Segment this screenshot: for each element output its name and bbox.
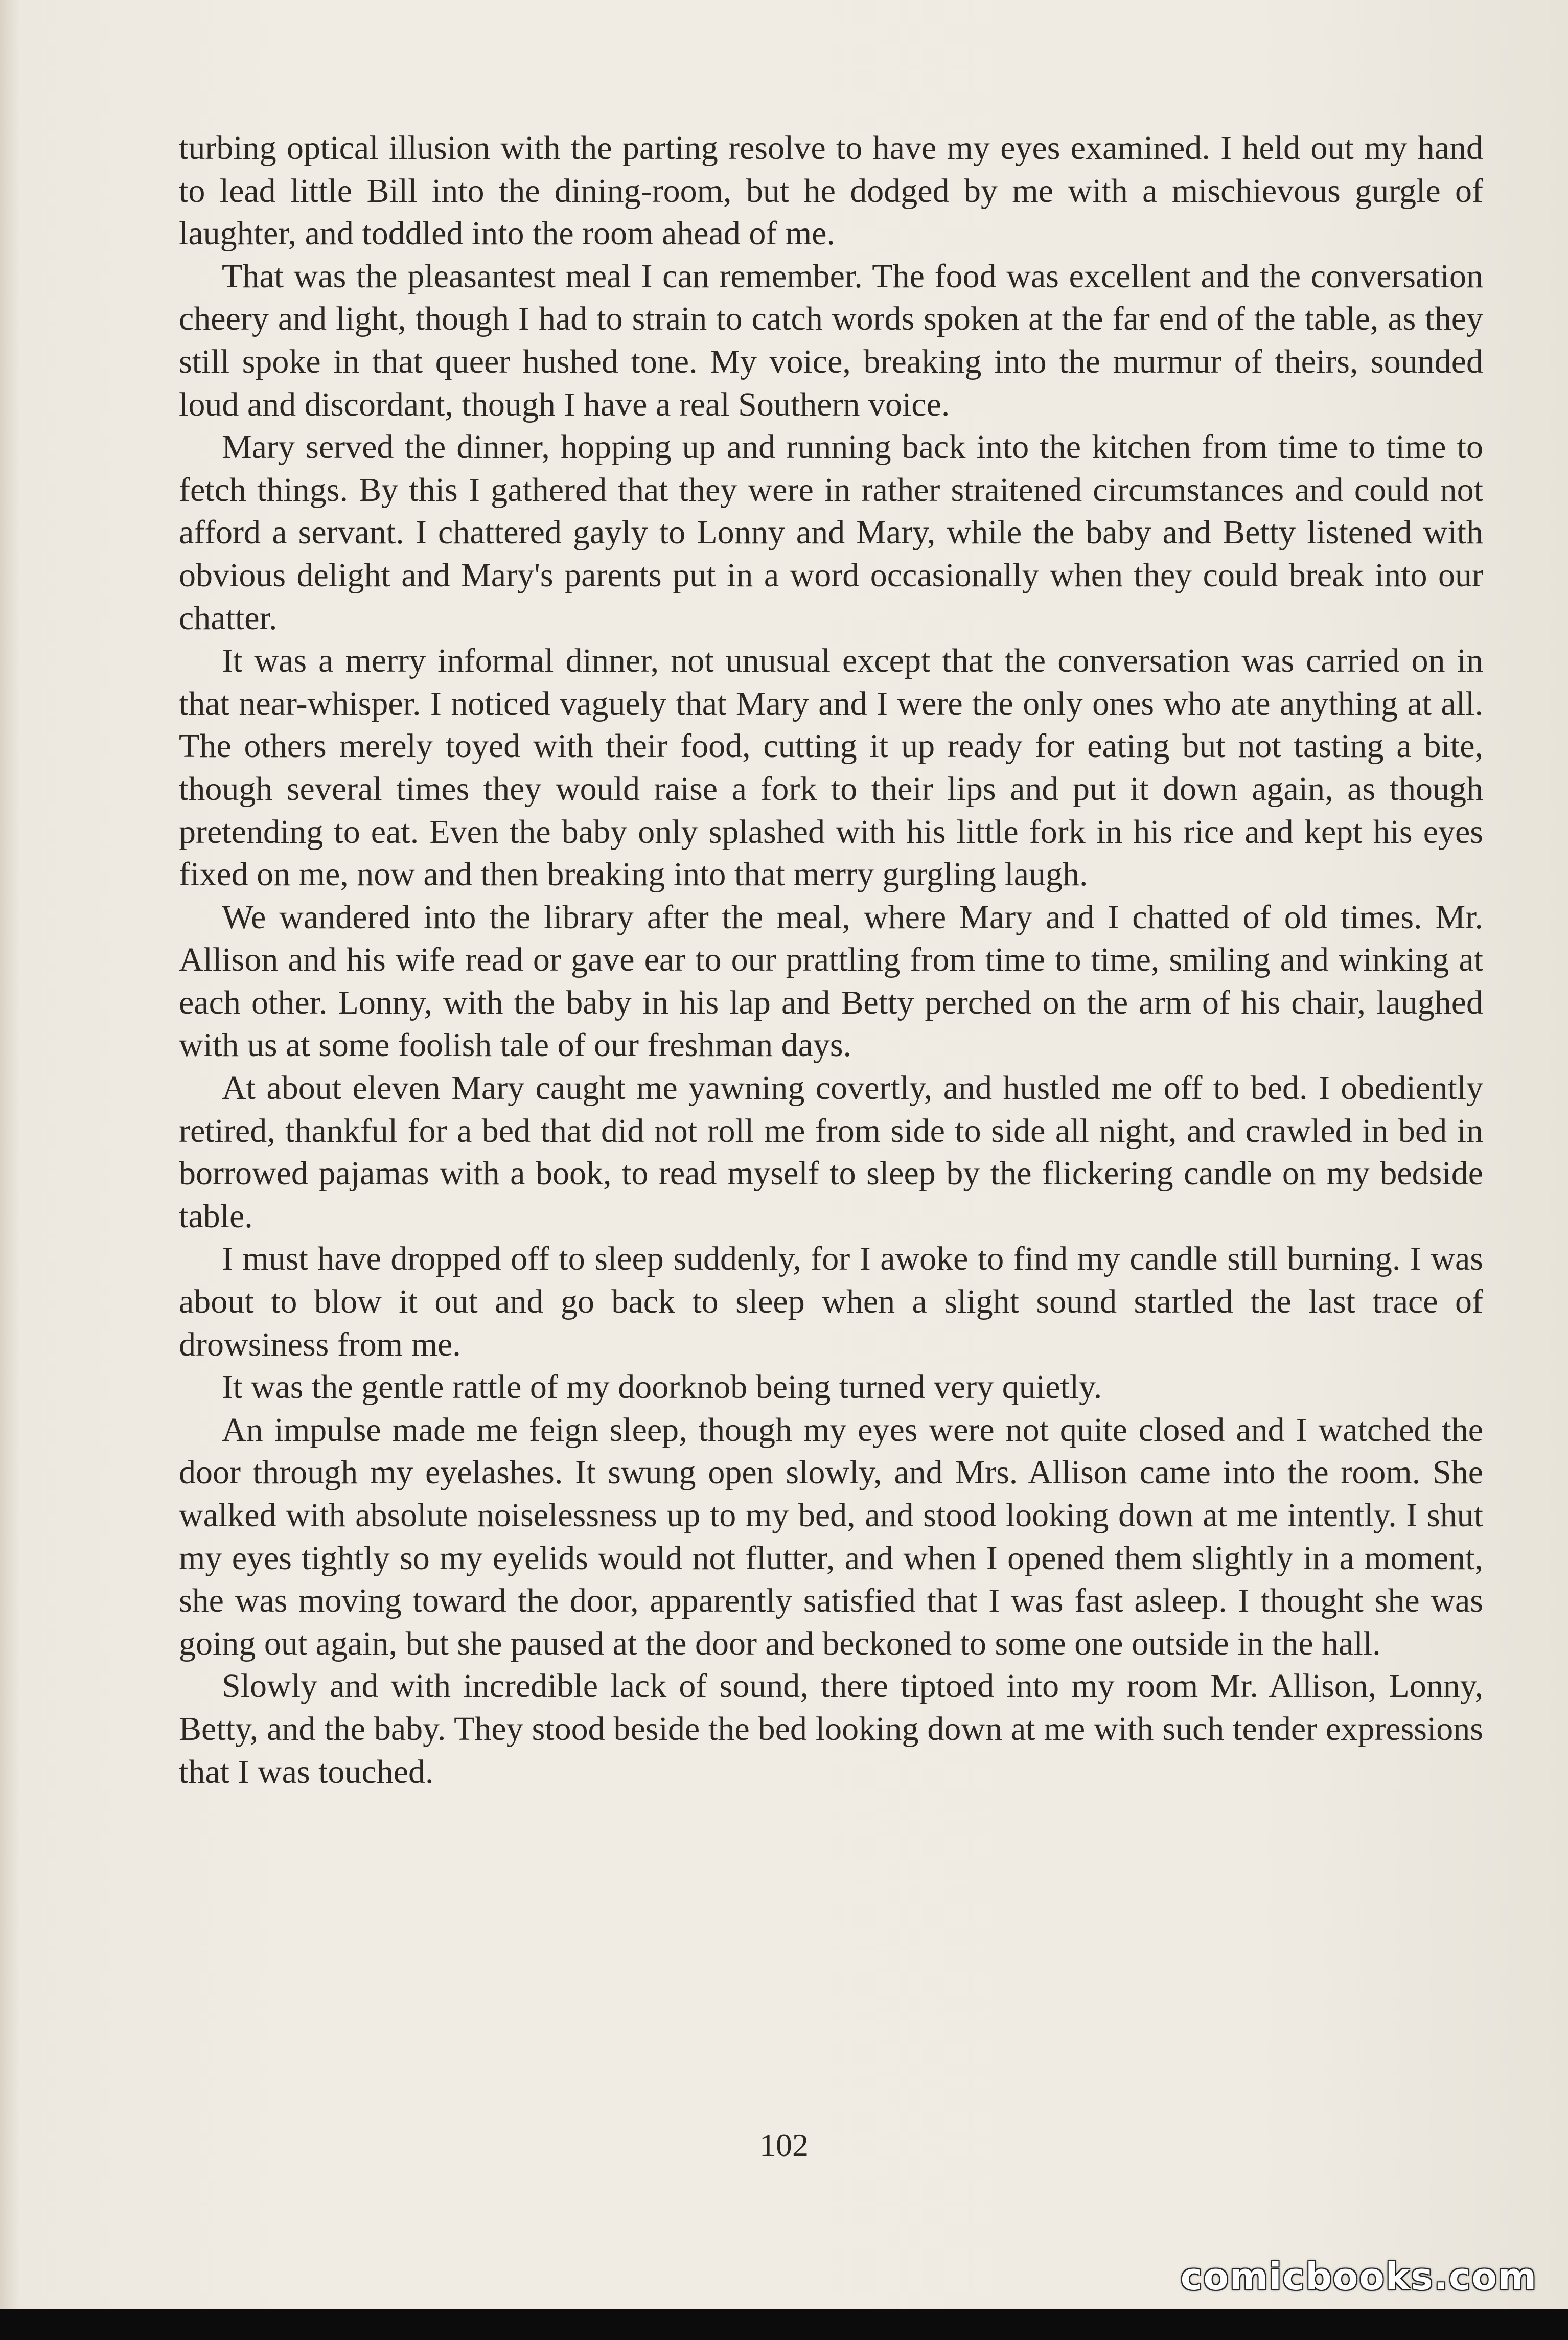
paragraph: I must have dropped off to sleep suddenly, for I awoke to find my candle still burning. I was about to blow it out and go back to sleep when a slight sound startled the last trace of drowsiness from me. — [179, 1240, 1483, 1363]
bottom-scan-edge — [0, 2309, 1568, 2340]
page-number: 102 — [759, 2127, 809, 2163]
paragraph: It was the gentle rattle of my doorknob being turned very quietly. — [222, 1368, 1102, 1406]
paragraph: Mary served the dinner, hopping up and running back into the kitchen from time to time to fetch things. By this I gathered that they were in rather straitened circumstances and could not afford a servant. I chattered gayly to Lonny and Mary, while the baby and Betty listened with obvious delight and Mary's parents put in a word occasionally when they could break into our chatter. — [179, 428, 1483, 637]
paragraph: turbing optical illusion with the parting resolve to have my eyes examined. I held out my hand to lead little Bill into the dining-room, but he dodged by me with a mischievous gurgle of laughter, and toddled into the room ahead of me. — [179, 129, 1483, 253]
paragraph: At about eleven Mary caught me yawning covertly, and hustled me off to bed. I obediently retired, thankful for a bed that did not roll me from side to side all night, and crawled in bed in borrowed pajamas with a book, to read myself to sleep by the flickering candle on my bedside table. — [179, 1069, 1483, 1235]
watermark: comicbooks.com — [1180, 2255, 1537, 2298]
paragraph: Slowly and with incredible lack of sound, there tiptoed into my room Mr. Allison, Lonny, Betty, and the baby. They stood beside the bed looking down at me with such tender expressions that I was touched. — [179, 1667, 1483, 1791]
body-text — [179, 127, 1483, 1793]
paragraph: That was the pleasantest meal I can remember. The food was excellent and the conversation cheery and light, though I had to strain to catch words spoken at the far end of the table, as they still spoke in that queer hushed tone. My voice, breaking into the murmur of theirs, sounded loud and discordant, though I have a real Southern voice. — [179, 257, 1483, 423]
paragraph: It was a merry informal dinner, not unusual except that the conversation was carried on in that near-whisper. I noticed vaguely that Mary and I were the only ones who ate anything at all. The others merely toyed with their food, cutting it up ready for eating but not tasting a bite, though several times they would raise a fork to their lips and put it down again, as though pretending to eat. Even the baby only splashed with his little fork in his rice and kept his eyes fixed on me, now and then breaking into that merry gurgling laugh. — [179, 642, 1483, 893]
paragraph: An impulse made me feign sleep, though my eyes were not quite closed and I watched the door through my eyelashes. It swung open slowly, and Mrs. Allison came into the room. She walked with absolute noiselessness up to my bed, and stood looking down at me intently. I shut my eyes tightly so my eyelids would not flutter, and when I opened them slightly in a moment, she was moving toward the door, apparently satisfied that I was fast asleep. I thought she was going out again, but she paused at the door and beckoned to some one outside in the hall. — [179, 1411, 1483, 1662]
paragraph: We wandered into the library after the meal, where Mary and I chatted of old times. Mr. Allison and his wife read or gave ear to our prattling from time to time, smiling and winking at each other. Lonny, with the baby in his lap and Betty perched on the arm of his chair, laughed with us at some foolish tale of our freshman days. — [179, 898, 1483, 1064]
